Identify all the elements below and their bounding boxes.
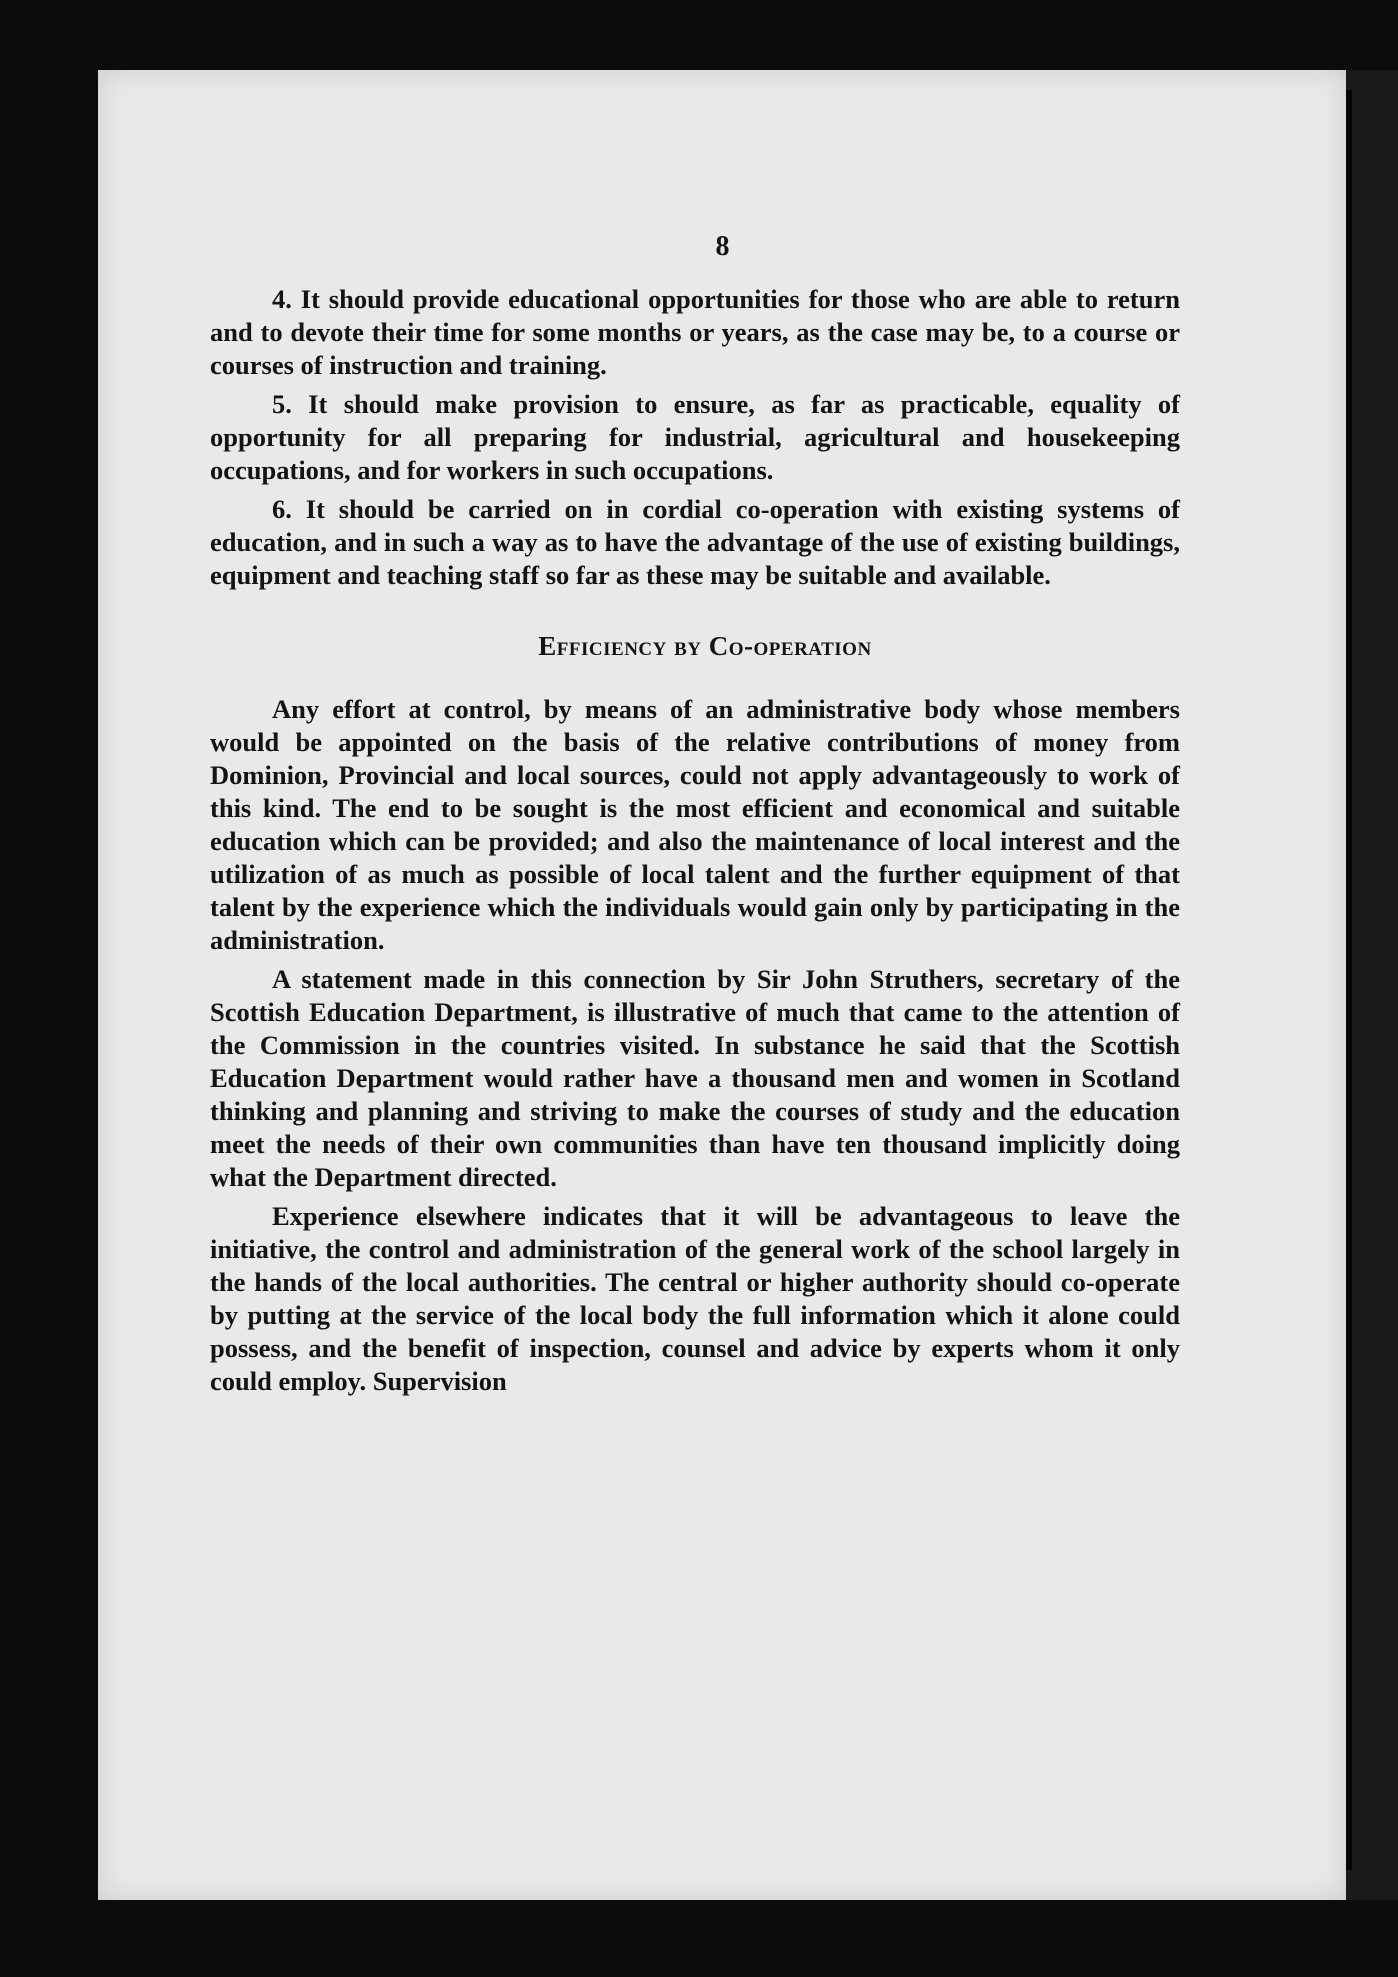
binding-fold	[1346, 90, 1352, 1870]
facing-page-edge	[1346, 70, 1398, 1900]
paragraph-2: A statement made in this connection by Sir John Struthers, secretary of the Scottish Education Department, is illustrative of much that came to the attention of the Commission in the countries visited. In substance he said that the Scottish Education Department would rather have a thousand men and women in Scotland thinking and planning and striving to make the courses of study and the education meet the needs of their own communities than have ten thousand implicitly doing what the Department directed.	[210, 964, 1180, 1192]
section-heading: Efficiency by Co-operation	[538, 631, 872, 661]
paragraph-1: Any effort at control, by means of an administrative body whose members would be appointed on the basis of the relative contributions of money from Dominion, Provincial and local sources, could not apply advantageously to work of this kind. The end to be sought is the most efficient and economical and suitable education which can be provided; and also the maintenance of local interest and the utilization of as much as possible of local talent and the further equipment of that talent by the experience which the individuals would gain only by participating in the administration.	[210, 694, 1180, 955]
item-4: 4. It should provide educational opportunities for those who are able to return and to devote their time for some months or years, as the case may be, to a course or courses of instruction and training.	[210, 284, 1180, 380]
page-number: 8	[715, 231, 730, 262]
paragraph-3: Experience elsewhere indicates that it will be advantageous to leave the initiative, the control and administration of the general work of the school largely in the hands of the local authorities. The central or higher authority should co-operate by putting at the service of the local body the full information which it alone could possess, and the benefit of inspection, counsel and advice by experts whom it only could employ. Supervision	[210, 1201, 1180, 1396]
item-5: 5. It should make provision to ensure, as far as practicable, equality of opportunity for all preparing for industrial, agricultural and housekeeping occupations, and for workers in such occupations.	[210, 389, 1180, 485]
scan-border-bottom	[98, 1900, 1346, 1977]
page-text	[210, 150, 1180, 1398]
item-6: 6. It should be carried on in cordial co-operation with existing systems of education, and in such a way as to have the advantage of the use of existing buildings, equipment and teaching staff so far as these may be suitable and available.	[210, 494, 1180, 590]
